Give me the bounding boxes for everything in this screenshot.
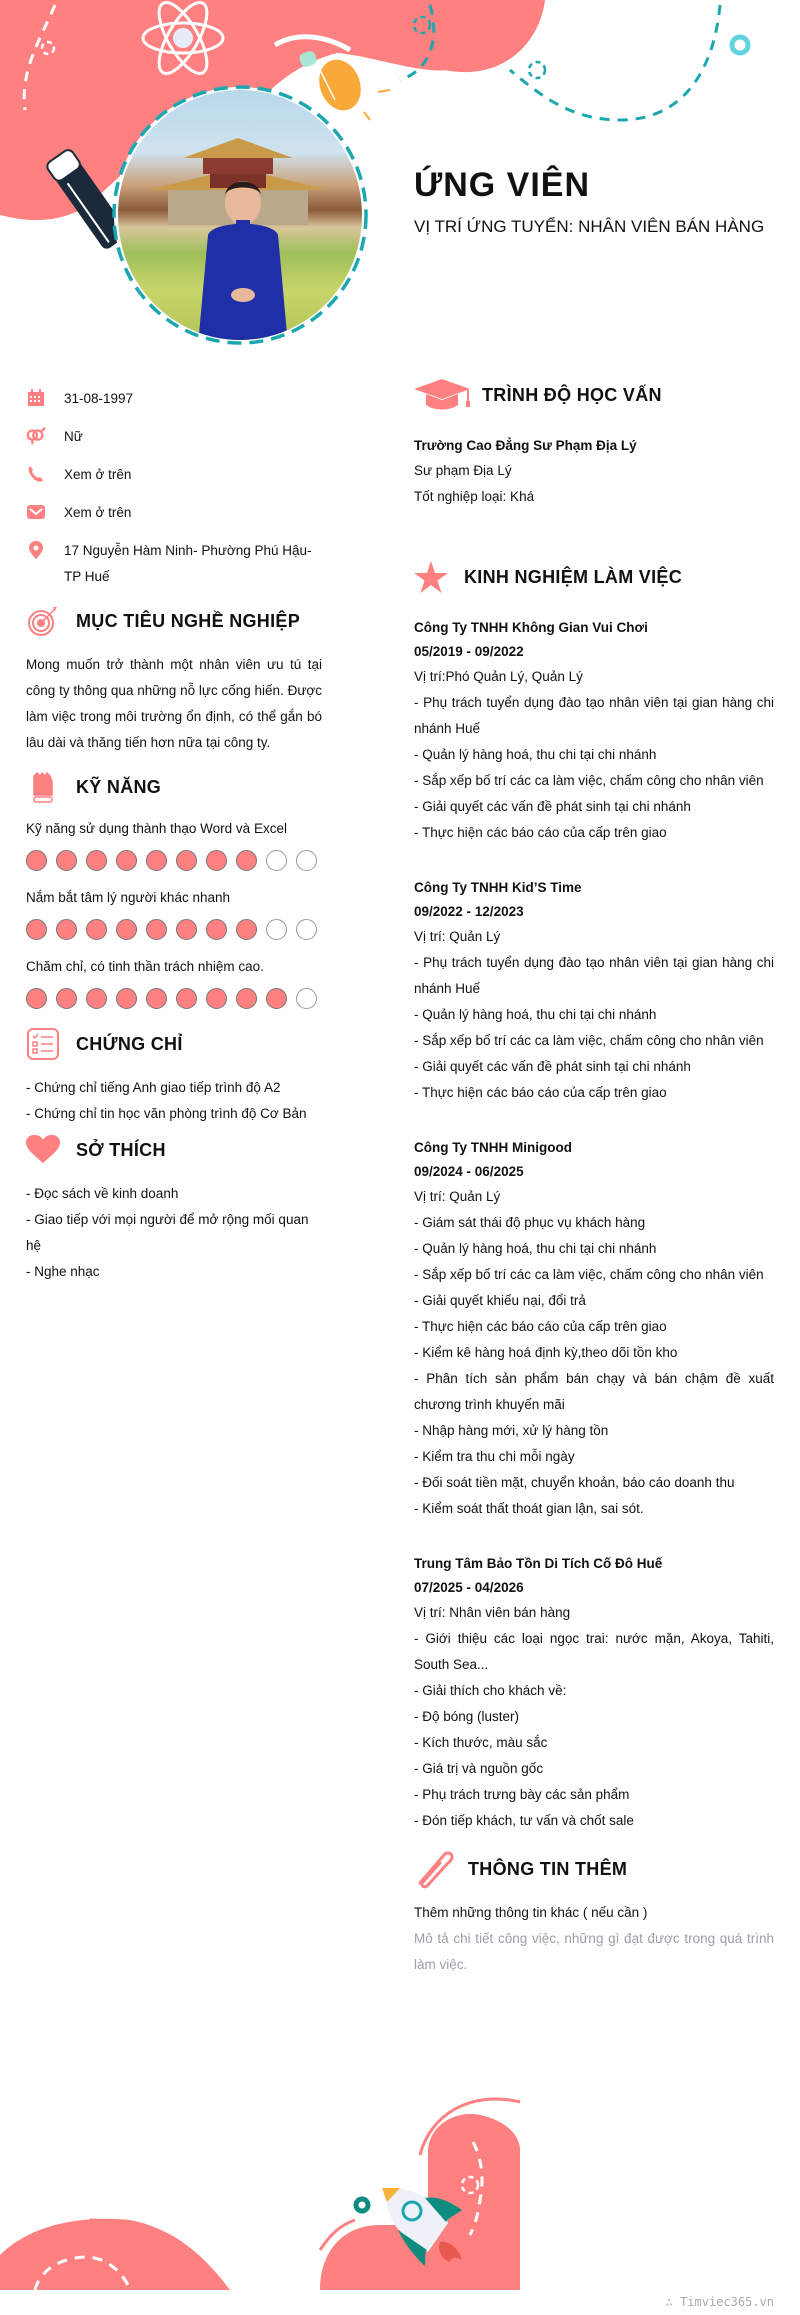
contact-list xyxy=(26,386,322,590)
job-duty: - Phụ trách tuyển dụng đào tạo nhân viên tại gian hàng chi nhánh Huế xyxy=(414,955,774,996)
job-duty: - Sắp xếp bố trí các ca làm việc, chấm công cho nhân viên xyxy=(414,1267,764,1282)
job-duty: - Sắp xếp bố trí các ca làm việc, chấm công cho nhân viên xyxy=(414,1033,764,1048)
job-duty: - Thực hiện các báo cáo của cấp trên giao xyxy=(414,1319,667,1334)
job-duty: - Độ bóng (luster) xyxy=(414,1709,520,1724)
job-role: Vị trí: Quản Lý xyxy=(414,1189,501,1204)
experience-section xyxy=(414,560,774,1834)
certificates-title: CHỨNG CHỈ xyxy=(76,1033,183,1054)
address-value: 17 Nguyễn Hàm Ninh- Phường Phú Hậu- TP Huế xyxy=(64,543,312,584)
phone-icon xyxy=(26,464,46,484)
job-entry xyxy=(414,876,774,1106)
applied-position: VỊ TRÍ ỨNG TUYỂN: NHÂN VIÊN BÁN HÀNG xyxy=(414,217,765,236)
email-value: Xem ở trên xyxy=(64,505,132,520)
job-period: 09/2024 - 06/2025 xyxy=(414,1164,524,1179)
hobbies-title: SỞ THÍCH xyxy=(76,1139,166,1160)
education-header xyxy=(414,378,774,412)
job-duty: - Quản lý hàng hoá, thu chi tại chi nhánh xyxy=(414,747,657,762)
job-duty: - Đón tiếp khách, tư vấn và chốt sale xyxy=(414,1813,634,1828)
certificates-section xyxy=(26,1027,322,1127)
objective-title: MỤC TIÊU NGHỀ NGHIỆP xyxy=(76,610,301,631)
rating-dot-filled xyxy=(56,850,77,871)
job-entry xyxy=(414,1136,774,1522)
skill-label: Nắm bắt tâm lý người khác nhanh xyxy=(26,890,230,905)
skill-rating xyxy=(26,919,322,940)
job-duty: - Giải thích cho khách về: xyxy=(414,1683,567,1698)
contact-email xyxy=(26,500,322,526)
job-duty: - Quản lý hàng hoá, thu chi tại chi nhánh xyxy=(414,1241,657,1256)
checklist-icon xyxy=(26,1027,60,1061)
objective-header xyxy=(26,604,322,638)
contact-address xyxy=(26,538,322,590)
rating-dot-empty xyxy=(296,988,317,1009)
skill-label: Kỹ năng sử dụng thành thạo Word và Excel xyxy=(26,821,287,836)
graduation-grade: Tốt nghiệp loại: Khá xyxy=(414,489,535,504)
email-icon xyxy=(26,502,46,522)
rating-dot-filled xyxy=(86,850,107,871)
rating-dot-filled xyxy=(176,919,197,940)
hobby-item: - Nghe nhạc xyxy=(26,1264,100,1279)
avatar xyxy=(108,82,372,346)
avatar-photo xyxy=(118,90,362,340)
education-title: TRÌNH ĐỘ HỌC VẤN xyxy=(482,384,662,405)
certificate-item: - Chứng chỉ tin học văn phòng trình độ Cơ Bản xyxy=(26,1106,307,1121)
job-period: 07/2025 - 04/2026 xyxy=(414,1580,524,1595)
candidate-name: ỨNG VIÊN xyxy=(414,166,591,204)
job-company: Công Ty TNHH Minigood xyxy=(414,1140,572,1155)
rating-dot-filled xyxy=(146,919,167,940)
job-role: Vị trí: Nhân viên bán hàng xyxy=(414,1605,571,1620)
school-name: Trường Cao Đẳng Sư Phạm Địa Lý xyxy=(414,438,637,453)
rating-dot-filled xyxy=(116,850,137,871)
objective-section xyxy=(26,604,322,756)
contact-birthday xyxy=(26,386,322,412)
hobby-item: - Giao tiếp với mọi người để mở rộng mối quan hệ xyxy=(26,1212,309,1253)
name-block xyxy=(414,165,764,237)
job-duty: - Quản lý hàng hoá, thu chi tại chi nhánh xyxy=(414,1007,657,1022)
rating-dot-filled xyxy=(116,988,137,1009)
job-period: 05/2019 - 09/2022 xyxy=(414,644,524,659)
heart-icon xyxy=(26,1133,60,1167)
certificates-header xyxy=(26,1027,322,1061)
rating-dot-filled xyxy=(26,850,47,871)
certificate-item: - Chứng chỉ tiếng Anh giao tiếp trình độ A2 xyxy=(26,1080,281,1095)
rating-dot-filled xyxy=(146,988,167,1009)
job-role: Vị trí: Quản Lý xyxy=(414,929,501,944)
job-duty: - Thực hiện các báo cáo của cấp trên giao xyxy=(414,1085,667,1100)
rating-dot-filled xyxy=(26,919,47,940)
rating-dot-filled xyxy=(236,850,257,871)
job-duty: - Giới thiệu các loại ngọc trai: nước mặn, Akoya, Tahiti, South Sea... xyxy=(414,1631,774,1672)
location-icon xyxy=(26,540,46,560)
rating-dot-filled xyxy=(176,988,197,1009)
gender-value: Nữ xyxy=(64,429,83,444)
rating-dot-filled xyxy=(86,988,107,1009)
objective-text: Mong muốn trở thành một nhân viên ưu tú tại công ty thông qua những nỗ lực cống hiến. Được làm việc trong môi trường ổn định, có thể gắn bó lâu dài và thăng tiến hơn nữa tại công ty. xyxy=(26,657,322,750)
job-company: Công Ty TNHH Không Gian Vui Chơi xyxy=(414,620,648,635)
job-duty: - Giám sát thái độ phục vụ khách hàng xyxy=(414,1215,646,1230)
rating-dot-empty xyxy=(266,850,287,871)
skill-item xyxy=(26,818,322,871)
skill-rating xyxy=(26,850,322,871)
right-column xyxy=(414,378,774,1978)
job-duty: - Giá trị và nguồn gốc xyxy=(414,1761,544,1776)
gender-icon xyxy=(26,426,46,446)
skills-header xyxy=(26,770,322,804)
rating-dot-filled xyxy=(86,919,107,940)
job-duty: - Phụ trách trưng bày các sản phẩm xyxy=(414,1787,630,1802)
phone-value: Xem ở trên xyxy=(64,467,132,482)
rating-dot-filled xyxy=(206,919,227,940)
job-duty: - Kích thước, màu sắc xyxy=(414,1735,548,1750)
job-entry xyxy=(414,616,774,846)
skill-label: Chăm chỉ, có tinh thần trách nhiệm cao. xyxy=(26,959,264,974)
rating-dot-filled xyxy=(56,919,77,940)
job-company: Trung Tâm Bảo Tồn Di Tích Cố Đô Huế xyxy=(414,1556,663,1571)
person-image xyxy=(188,175,298,340)
job-duty: - Thực hiện các báo cáo của cấp trên giao xyxy=(414,825,667,840)
education-section xyxy=(414,378,774,510)
star-icon xyxy=(414,560,448,594)
rating-dot-empty xyxy=(296,850,317,871)
rating-dot-filled xyxy=(26,988,47,1009)
calendar-icon xyxy=(26,388,46,408)
skills-section xyxy=(26,770,322,1009)
graduation-cap-icon xyxy=(414,378,470,412)
footer-decoration xyxy=(0,2080,800,2290)
additional-line: Thêm những thông tin khác ( nếu cần ) xyxy=(414,1905,648,1920)
major: Sư phạm Địa Lý xyxy=(414,463,512,478)
birthday-value: 31-08-1997 xyxy=(64,391,134,406)
header-banner xyxy=(0,0,800,360)
skills-title: KỸ NĂNG xyxy=(76,776,162,797)
job-duty: - Giải quyết các vấn đề phát sinh tại chi nhánh xyxy=(414,1059,691,1074)
job-duty: - Giải quyết các vấn đề phát sinh tại chi nhánh xyxy=(414,799,691,814)
additional-title: THÔNG TIN THÊM xyxy=(468,1858,628,1879)
rating-dot-filled xyxy=(236,988,257,1009)
additional-header xyxy=(414,1852,774,1886)
contact-gender xyxy=(26,424,322,450)
rating-dot-filled xyxy=(206,850,227,871)
watermark: ∴ Timviec365.vn xyxy=(665,2295,774,2309)
rating-dot-filled xyxy=(146,850,167,871)
job-period: 09/2022 - 12/2023 xyxy=(414,904,524,919)
contact-phone xyxy=(26,462,322,488)
hobbies-header xyxy=(26,1133,322,1167)
job-duty: - Phân tích sản phẩm bán chạy và bán chậm đề xuất chương trình khuyến mãi xyxy=(414,1371,774,1412)
job-entry xyxy=(414,1552,774,1834)
job-company: Công Ty TNHH Kid’S Time xyxy=(414,880,582,895)
job-duty: - Đối soát tiền mặt, chuyển khoản, báo cáo doanh thu xyxy=(414,1475,735,1490)
experience-header xyxy=(414,560,774,594)
job-duty: - Nhập hàng mới, xử lý hàng tồn xyxy=(414,1423,609,1438)
paperclip-icon xyxy=(414,1852,456,1886)
rating-dot-filled xyxy=(116,919,137,940)
hobbies-section xyxy=(26,1133,322,1285)
rating-dot-empty xyxy=(266,919,287,940)
rating-dot-filled xyxy=(56,988,77,1009)
skill-rating xyxy=(26,988,322,1009)
rating-dot-empty xyxy=(296,919,317,940)
job-duty: - Sắp xếp bố trí các ca làm việc, chấm công cho nhân viên xyxy=(414,773,764,788)
hobby-item: - Đọc sách về kinh doanh xyxy=(26,1186,179,1201)
left-column xyxy=(26,386,322,1285)
job-duty: - Kiểm kê hàng hoá định kỳ,theo dõi tồn kho xyxy=(414,1345,678,1360)
rating-dot-filled xyxy=(266,988,287,1009)
skill-item xyxy=(26,887,322,940)
rating-dot-filled xyxy=(176,850,197,871)
additional-description: Mô tả chi tiết công việc, những gì đạt được trong quá trình làm việc. xyxy=(414,1931,774,1972)
experience-title: KINH NGHIỆM LÀM VIỆC xyxy=(464,566,683,587)
hand-icon xyxy=(26,770,60,804)
job-duty: - Giải quyết khiếu nại, đổi trả xyxy=(414,1293,586,1308)
job-role: Vị trí:Phó Quản Lý, Quản Lý xyxy=(414,669,583,684)
rating-dot-filled xyxy=(206,988,227,1009)
job-duty: - Kiểm tra thu chi mỗi ngày xyxy=(414,1449,575,1464)
skill-item xyxy=(26,956,322,1009)
job-duty: - Kiểm soát thất thoát gian lận, sai sót. xyxy=(414,1501,644,1516)
target-icon xyxy=(26,604,60,638)
job-duty: - Phụ trách tuyển dụng đào tạo nhân viên tại gian hàng chi nhánh Huế xyxy=(414,695,774,736)
rating-dot-filled xyxy=(236,919,257,940)
additional-section xyxy=(414,1852,774,1978)
